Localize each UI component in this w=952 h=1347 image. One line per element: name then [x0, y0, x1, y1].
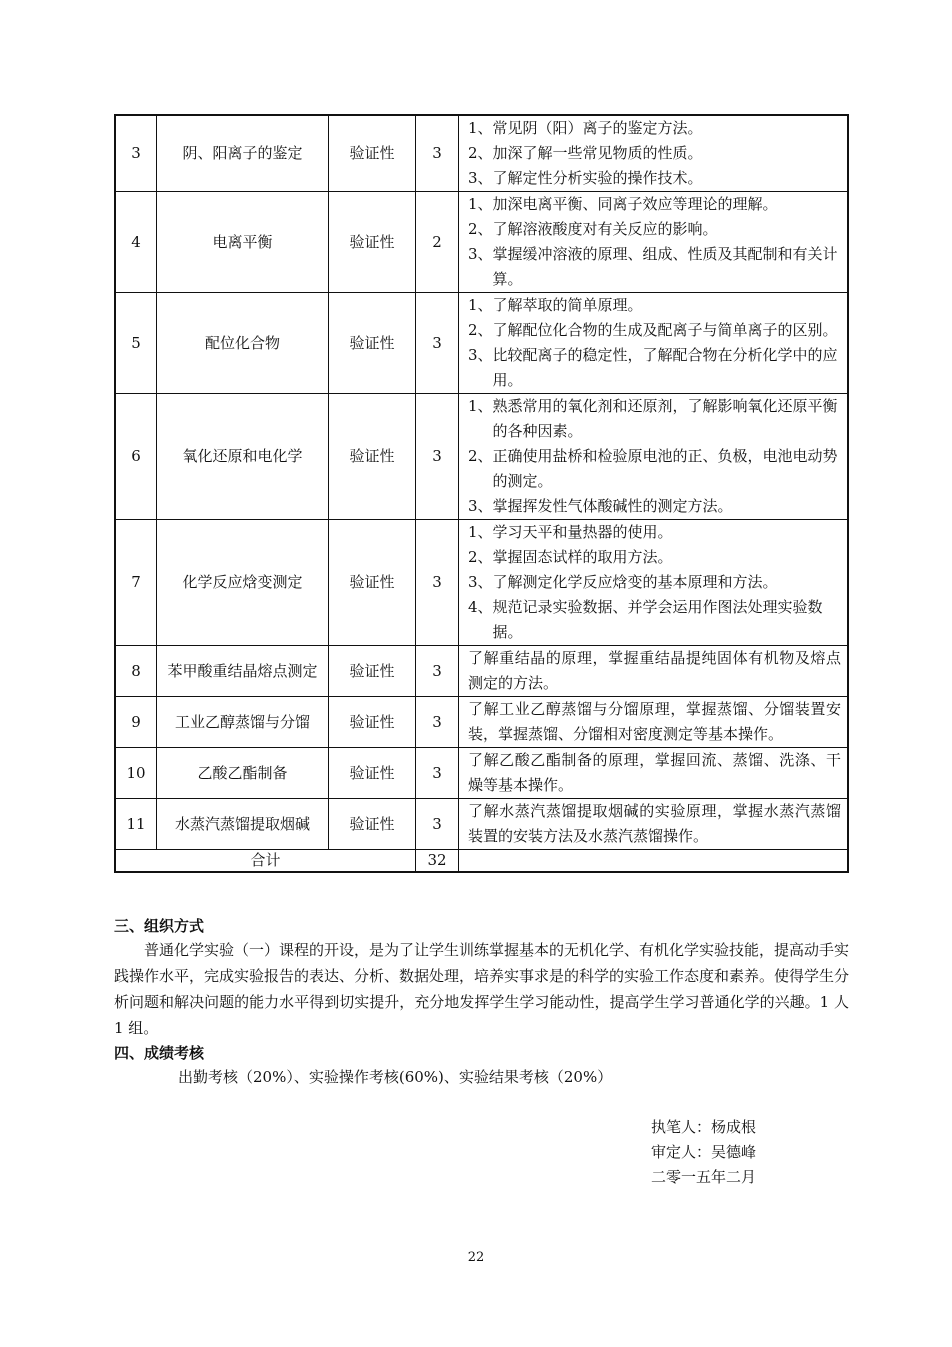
experiment-type: 验证性 — [329, 697, 416, 748]
objective-text: 掌握挥发性气体酸碱性的测定方法。 — [492, 497, 733, 515]
objective-text: 了解重结晶的原理，掌握重结晶提纯固体有机物及熔点测定的方法。 — [468, 649, 841, 692]
experiment-name: 化学反应焓变测定 — [157, 520, 329, 646]
experiment-number: 3 — [115, 115, 157, 192]
objective-item — [468, 242, 841, 292]
table-row — [115, 293, 848, 394]
objective-index: 3、 — [468, 245, 493, 263]
table-row — [115, 394, 848, 520]
experiment-number: 9 — [115, 697, 157, 748]
table-row — [115, 520, 848, 646]
objective-index: 2、 — [468, 321, 493, 339]
experiment-number: 6 — [115, 394, 157, 520]
experiment-name: 阴、阳离子的鉴定 — [157, 115, 329, 192]
table-row — [115, 192, 848, 293]
objective-index: 2、 — [468, 220, 493, 238]
objective-index: 4、 — [468, 598, 493, 616]
total-empty-cell — [459, 850, 849, 873]
objective-item — [468, 192, 841, 217]
objective-item — [468, 545, 841, 570]
objective-item — [468, 394, 841, 444]
objective-item — [468, 570, 841, 595]
experiment-objectives — [459, 192, 849, 293]
objective-text: 学习天平和量热器的使用。 — [492, 523, 673, 541]
experiment-number: 5 — [115, 293, 157, 394]
total-hours: 32 — [416, 850, 459, 873]
experiment-hours: 2 — [416, 192, 459, 293]
table-row — [115, 799, 848, 850]
experiment-number: 4 — [115, 192, 157, 293]
experiment-hours: 3 — [416, 748, 459, 799]
objective-index: 2、 — [468, 447, 493, 465]
objective-index: 2、 — [468, 548, 493, 566]
experiment-number: 10 — [115, 748, 157, 799]
experiment-type: 验证性 — [329, 394, 416, 520]
experiment-objectives — [459, 646, 849, 697]
objective-index: 1、 — [468, 296, 493, 314]
objective-text: 熟悉常用的氧化剂和还原剂，了解影响氧化还原平衡的各种因素。 — [492, 397, 838, 440]
objective-text: 正确使用盐桥和检验原电池的正、负极，电池电动势的测定。 — [492, 447, 838, 490]
table-row — [115, 697, 848, 748]
experiment-objectives — [459, 799, 849, 850]
section4-heading: 四、成绩考核 — [114, 1044, 205, 1062]
objective-item — [468, 141, 841, 166]
objective-index: 1、 — [468, 523, 493, 541]
experiment-type: 验证性 — [329, 748, 416, 799]
experiment-name: 氧化还原和电化学 — [157, 394, 329, 520]
objective-text: 了解工业乙醇蒸馏与分馏原理，掌握蒸馏、分馏装置安装，掌握蒸馏、分馏相对密度测定等基本操作。 — [468, 700, 841, 743]
objective-text: 了解定性分析实验的操作技术。 — [492, 169, 703, 187]
experiment-objectives — [459, 394, 849, 520]
experiment-hours: 3 — [416, 293, 459, 394]
experiment-objectives — [459, 697, 849, 748]
experiment-objectives — [459, 520, 849, 646]
objective-item — [468, 520, 841, 545]
objective-index: 3、 — [468, 346, 493, 364]
objective-text: 了解水蒸汽蒸馏提取烟碱的实验原理，掌握水蒸汽蒸馏装置的安装方法及水蒸汽蒸馏操作。 — [468, 802, 841, 845]
experiment-name: 电离平衡 — [157, 192, 329, 293]
experiment-hours: 3 — [416, 115, 459, 192]
experiment-hours: 3 — [416, 520, 459, 646]
objective-text: 了解溶液酸度对有关反应的影响。 — [492, 220, 718, 238]
table-row — [115, 115, 848, 192]
table-total-row — [115, 850, 848, 873]
objective-text: 了解配位化合物的生成及配离子与简单离子的区别。 — [492, 321, 838, 339]
objective-item — [468, 595, 841, 645]
objective-text: 了解乙酸乙酯制备的原理，掌握回流、蒸馏、洗涤、干燥等基本操作。 — [468, 751, 841, 794]
signature-author: 执笔人：杨成根 — [651, 1118, 757, 1136]
experiment-objectives — [459, 293, 849, 394]
objective-item — [468, 494, 841, 519]
experiment-name: 水蒸汽蒸馏提取烟碱 — [157, 799, 329, 850]
objective-text: 加深电离平衡、同离子效应等理论的理解。 — [492, 195, 778, 213]
objective-text: 了解测定化学反应焓变的基本原理和方法。 — [492, 573, 778, 591]
objective-text: 掌握固态试样的取用方法。 — [492, 548, 673, 566]
objective-text: 常见阴（阳）离子的鉴定方法。 — [492, 119, 703, 137]
objective-item — [468, 217, 841, 242]
objective-item — [468, 166, 841, 191]
experiment-table-body — [115, 115, 848, 872]
table-row — [115, 748, 848, 799]
objective-item — [468, 293, 841, 318]
experiment-number: 7 — [115, 520, 157, 646]
table-row — [115, 646, 848, 697]
objective-index: 3、 — [468, 169, 493, 187]
experiment-number: 11 — [115, 799, 157, 850]
experiment-type: 验证性 — [329, 293, 416, 394]
objective-index: 2、 — [468, 144, 493, 162]
experiment-type: 验证性 — [329, 115, 416, 192]
section3-body: 普通化学实验（一）课程的开设，是为了让学生训练掌握基本的无机化学、有机化学实验技能，提高动手实践操作水平，完成实验报告的表达、分析、数据处理，培养实事求是的科学的实验工作态度和素养。使得学生分析问题和解决问题的能力水平得到切实提升，充分地发挥学生学习能动性，提高学生学习普通化学的兴趣。1 人 1 组。 — [114, 941, 850, 1037]
experiment-objectives — [459, 115, 849, 192]
signature-date: 二零一五年二月 — [651, 1168, 757, 1186]
objective-item — [468, 116, 841, 141]
objective-text: 比较配离子的稳定性，了解配合物在分析化学中的应用。 — [492, 346, 838, 389]
experiment-hours: 3 — [416, 646, 459, 697]
experiment-hours: 3 — [416, 799, 459, 850]
experiment-name: 工业乙醇蒸馏与分馏 — [157, 697, 329, 748]
experiment-name: 乙酸乙酯制备 — [157, 748, 329, 799]
objective-text: 规范记录实验数据、并学会运用作图法处理实验数据。 — [492, 598, 823, 641]
objective-item — [468, 444, 841, 494]
objective-index: 1、 — [468, 119, 493, 137]
section4-body: 出勤考核（20%）、实验操作考核(60%)、实验结果考核（20%） — [178, 1068, 613, 1086]
experiment-objectives — [459, 748, 849, 799]
page-number: 22 — [467, 1250, 485, 1265]
objective-index: 3、 — [468, 573, 493, 591]
objective-item — [468, 343, 841, 393]
objective-index: 3、 — [468, 497, 493, 515]
objective-text: 掌握缓冲溶液的原理、组成、性质及其配制和有关计算。 — [492, 245, 838, 288]
objective-index: 1、 — [468, 397, 493, 415]
experiment-type: 验证性 — [329, 520, 416, 646]
objective-index: 1、 — [468, 195, 493, 213]
objective-item — [468, 318, 841, 343]
experiment-hours: 3 — [416, 394, 459, 520]
total-label: 合计 — [115, 850, 416, 873]
experiment-type: 验证性 — [329, 799, 416, 850]
objective-text: 加深了解一些常见物质的性质。 — [492, 144, 703, 162]
objective-text: 了解萃取的简单原理。 — [492, 296, 643, 314]
section3-heading: 三、组织方式 — [114, 917, 205, 935]
signature-reviewer: 审定人：吴德峰 — [651, 1143, 757, 1161]
experiment-name: 配位化合物 — [157, 293, 329, 394]
experiment-table — [114, 114, 849, 873]
experiment-type: 验证性 — [329, 192, 416, 293]
experiment-number: 8 — [115, 646, 157, 697]
experiment-type: 验证性 — [329, 646, 416, 697]
experiment-hours: 3 — [416, 697, 459, 748]
experiment-name: 苯甲酸重结晶熔点测定 — [157, 646, 329, 697]
